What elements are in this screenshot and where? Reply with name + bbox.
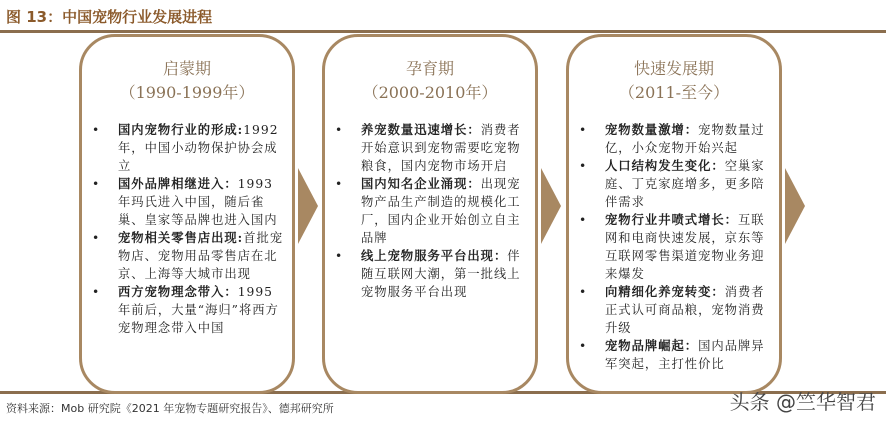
stage-period: （1990-1999年） xyxy=(119,83,255,102)
item-heading: 国内宠物行业的形成: xyxy=(118,122,244,137)
list-item xyxy=(118,283,284,337)
list-item xyxy=(605,121,771,157)
stage-card xyxy=(322,34,538,394)
list-item xyxy=(361,121,527,175)
item-heading: 宠物相关零售店出现: xyxy=(118,230,244,245)
item-text: 消费者开始意识到宠物需要吃宠物粮食，国内宠物市场开启 xyxy=(361,123,521,173)
item-text: 1992年，中国小动物保护协会成立 xyxy=(118,123,279,173)
item-text: 空巢家庭、丁克家庭增多，更多陪伴需求 xyxy=(605,159,765,209)
stage-name: 孕育期 xyxy=(405,59,454,78)
item-heading: 宠物数量激增： xyxy=(605,122,699,137)
item-heading: 国外品牌相继进入： xyxy=(118,176,238,191)
top-rule xyxy=(0,30,886,33)
list-item xyxy=(361,175,527,247)
watermark: 头条 @竺华智君 xyxy=(729,390,876,414)
stage-card xyxy=(79,34,295,394)
list-item xyxy=(605,283,771,337)
item-heading: 宠物行业井喷式增长： xyxy=(605,212,738,227)
arrow-icon xyxy=(785,168,805,244)
list-item xyxy=(118,121,284,175)
list-item xyxy=(361,247,527,301)
item-text: 首批宠物店、宠物用品零售店在北京、上海等大城市出现 xyxy=(118,231,284,281)
list-item xyxy=(118,175,284,229)
stage-name: 快速发展期 xyxy=(633,59,714,78)
list-item xyxy=(605,157,771,211)
item-heading: 人口结构发生变化： xyxy=(605,158,725,173)
stage-name: 启蒙期 xyxy=(162,59,211,78)
list-item xyxy=(605,211,771,283)
list-item xyxy=(605,337,771,373)
item-text: 伴随互联网大潮，第一批线上宠物服务平台出现 xyxy=(361,249,521,299)
item-text: 1993年玛氏进入中国，随后雀巢、皇家等品牌也进入国内 xyxy=(118,177,278,227)
stage-period: （2000-2010年） xyxy=(362,83,498,102)
item-heading: 养宠数量迅速增长： xyxy=(361,122,481,137)
item-text: 1995年前后，大量“海归”将西方宠物理念带入中国 xyxy=(118,285,279,335)
stage-period: （2011-至今） xyxy=(618,83,730,102)
item-heading: 线上宠物服务平台出现： xyxy=(361,248,508,263)
item-heading: 宠物品牌崛起： xyxy=(605,338,699,353)
item-text: 国内品牌异军突起，主打性价比 xyxy=(605,339,765,371)
item-text: 互联网和电商快速发展，京东等互联网零售渠道宠物业务迎来爆发 xyxy=(605,213,765,281)
arrow-icon xyxy=(298,168,318,244)
item-heading: 西方宠物理念带入： xyxy=(118,284,238,299)
item-heading: 国内知名企业涌现： xyxy=(361,176,481,191)
item-text: 消费者正式认可商品粮，宠物消费升级 xyxy=(605,285,765,335)
stage-card xyxy=(566,34,782,394)
list-item xyxy=(118,229,284,283)
figure-title: 图 13：中国宠物行业发展进程 xyxy=(6,8,213,26)
source-note: 资料来源：Mob 研究院《2021 年宠物专题研究报告》、德邦研究所 xyxy=(6,402,334,415)
item-text: 宠物数量过亿，小众宠物开始兴起 xyxy=(605,123,765,155)
arrow-icon xyxy=(541,168,561,244)
item-heading: 向精细化养宠转变： xyxy=(605,284,725,299)
item-text: 出现宠物产品生产制造的规模化工厂，国内企业开始创立自主品牌 xyxy=(361,177,521,245)
